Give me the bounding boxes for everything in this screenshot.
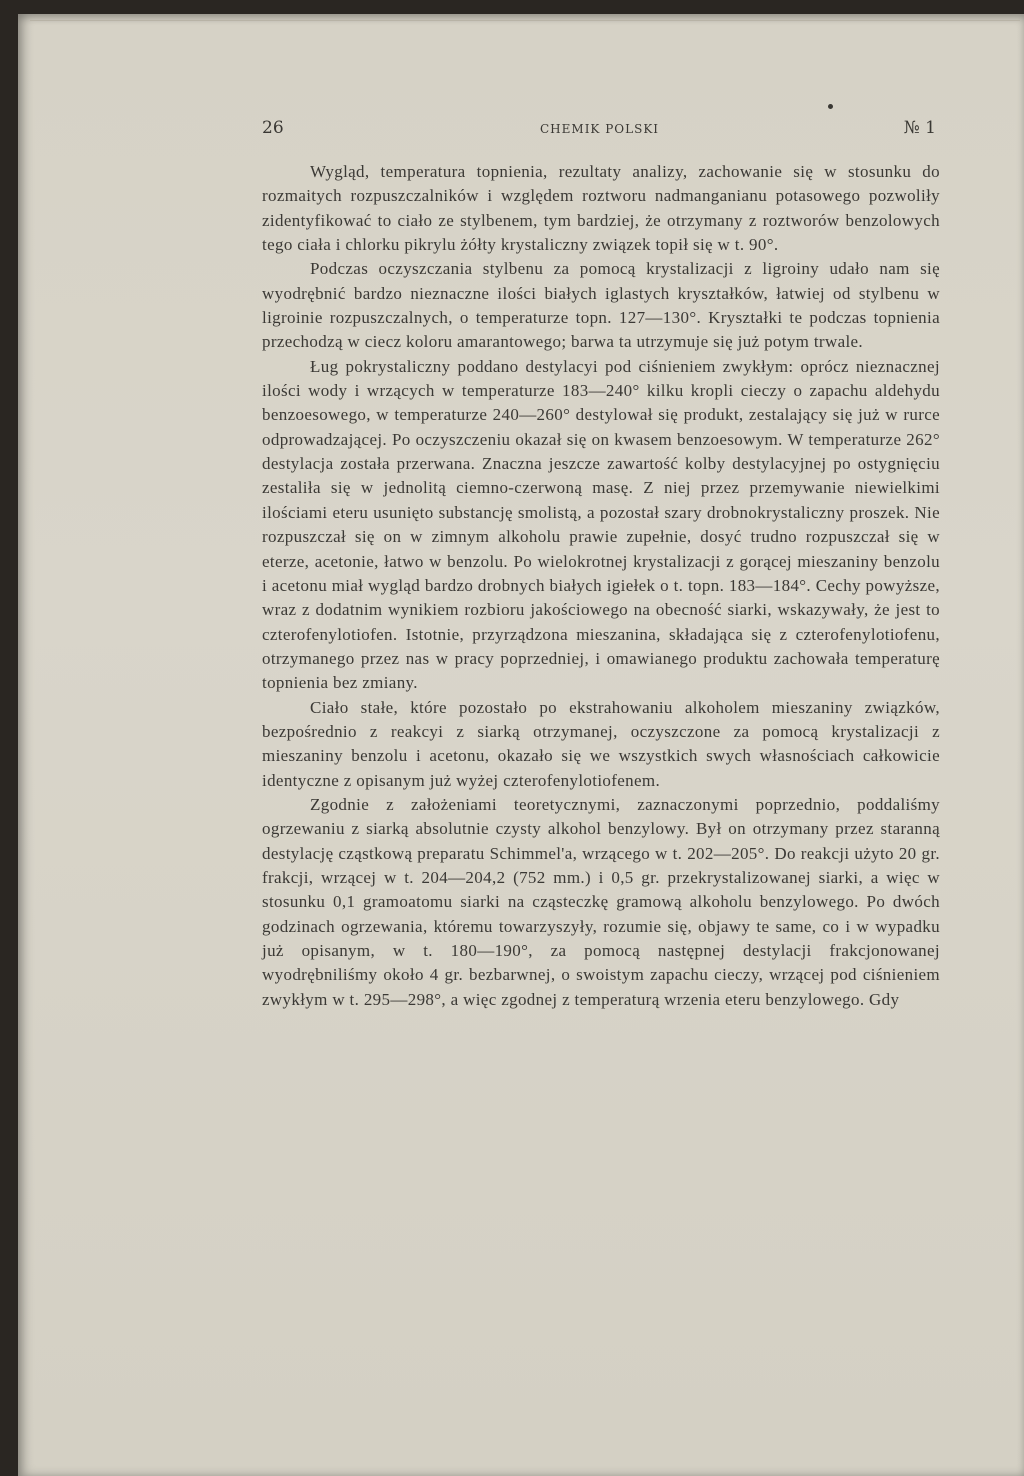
paragraph: Podczas oczyszczania stylbenu za pomocą krystalizacji z ligroiny udało nam się wyodrębnić bardzo nieznaczne ilości białych iglastych kryształków, łatwiej od stylbenu w ligroinie rozpuszczalnych, o temperaturze topn. 127—130°. Kryształki te podczas topnienia przechodzą w ciecz koloru amarantowego; barwa ta utrzymuje się już potym trwale. [262, 259, 940, 352]
paragraph: Ciało stałe, które pozostało po ekstrahowaniu alkoholem mieszaniny związków, bezpośrednio z reakcyi z siarką otrzymanej, oczyszczone za pomocą krystalizacji z mieszaniny benzolu i acetonu, okazało się we wszystkich swych własnościach całkowicie identyczne z opisanym już wyżej czterofenylotiofenem. [262, 697, 940, 790]
page-number: 26 [262, 118, 284, 138]
paragraph: Ług pokrystaliczny poddano destylacyi pod ciśnieniem zwykłym: oprócz nieznacznej ilości wody i wrzących w temperaturze 183—240° kilku kropli cieczy o zapachu aldehydu benzoesowego, w temperaturze 240—260° destylował się produkt, zestalający się już w rurce odprowadzającej. Po oczyszczeniu okazał się on kwasem benzoesowym. W temperaturze 262° destylacja została przerwana. Znaczna jeszcze zawartość kolby destylacyjnej po ostygnięciu zestaliła się w jednolitą ciemno-czerwoną masę. Z niej przez przemywanie niewielkimi ilościami eteru usunięto substancję smolistą, a pozostał szary drobnokrystaliczny proszek. Nie rozpuszczał się on w zimnym alkoholu prawie zupełnie, dosyć trudno rozpuszczał się w eterze, acetonie, łatwo w benzolu. Po wielokrotnej krystalizacji z gorącej mieszaniny benzolu i acetonu miał wygląd bardzo drobnych białych igiełek o t. topn. 183—184°. Cechy powyższe, wraz z dodatnim wynikiem rozbioru jakościowego na obecność siarki, wskazywały, że jest to czterofenylotiofen. Istotnie, przyrządzona mieszanina, składająca się z czterofenylotiofenu, otrzymanego przez nas w pracy poprzedniej, i omawianego produktu zachowała temperaturę topnienia bez zmiany. [262, 356, 940, 693]
article-body [262, 160, 940, 1012]
paragraph: Wygląd, temperatura topnienia, rezultaty analizy, zachowanie się w stosunku do rozmaitych rozpuszczalników i względem roztworu nadmanganianu potasowego pozwoliły zidentyfikować to ciało ze stylbenem, tym bardziej, że otrzymany z roztworów benzolowych tego ciała i chlorku pikrylu żółty krystaliczny związek topił się w t. 90°. [262, 162, 940, 255]
paragraph: Zgodnie z założeniami teoretycznymi, zaznaczonymi poprzednio, poddaliśmy ogrzewaniu z siarką absolutnie czysty alkohol benzylowy. Był on otrzymany przez staranną destylację cząstkową preparatu Schimmel'a, wrzącego w t. 202—205°. Do reakcji użyto 20 gr. frakcji, wrzącej w t. 204—204,2 (752 mm.) i 0,5 gr. przekrystalizowanej siarki, a więc w stosunku 0,1 gramoatomu siarki na cząsteczkę gramową alkoholu benzylowego. Po dwóch godzinach ogrzewania, któremu towarzyszyły, rozumie się, objawy te same, co i w wypadku już opisanym, w t. 180—190°, za pomocą następnej destylacji frakcjonowanej wyodrębniliśmy około 4 gr. bezbarwnej, o swoistym zapachu cieczy, wrzącej pod ciśnieniem zwykłym w t. 295—298°, a więc zgodnej z temperaturą wrzenia eteru benzylowego. Gdy [262, 794, 940, 1009]
running-header [262, 118, 942, 142]
page-fold-line [30, 20, 1020, 31]
journal-title: CHEMIK POLSKI [540, 122, 660, 136]
ink-dot [828, 104, 833, 109]
issue-number: № 1 [903, 118, 936, 138]
